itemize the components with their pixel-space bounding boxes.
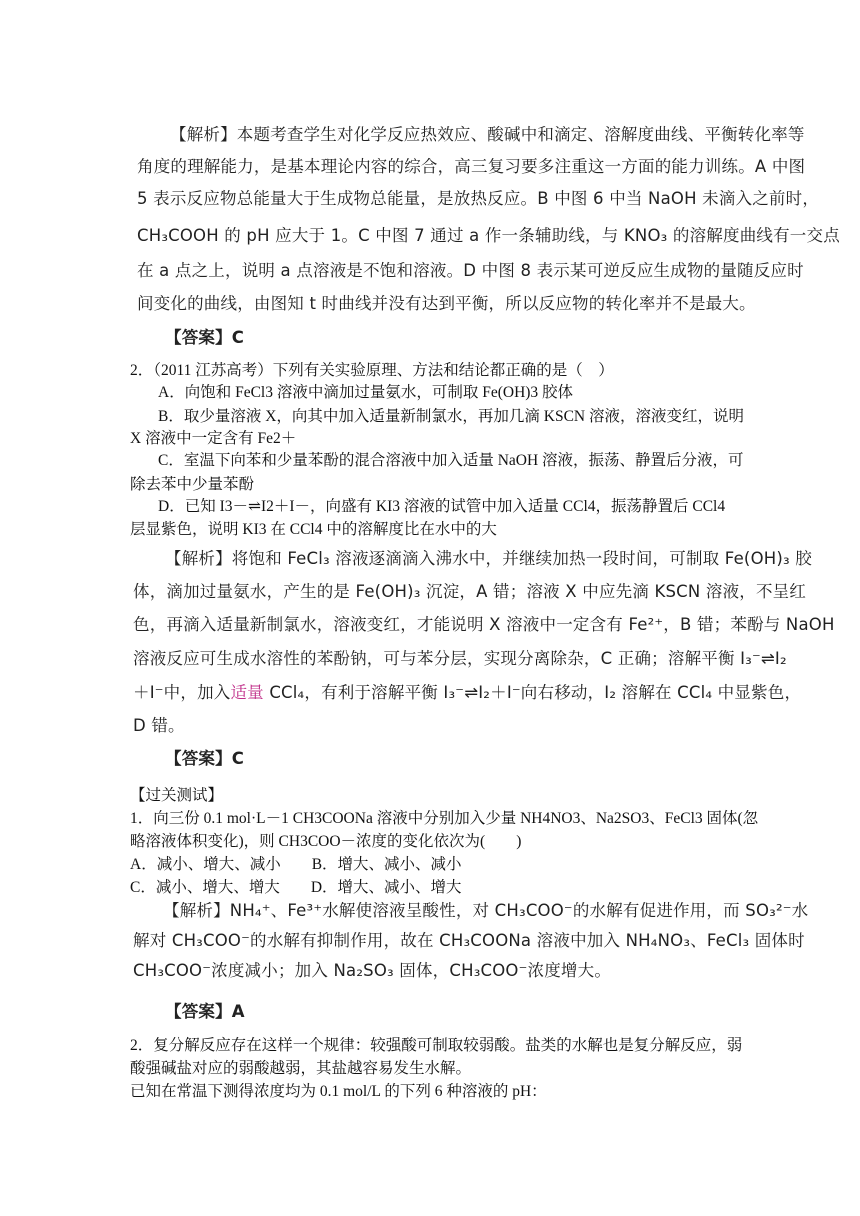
question-stem: 2．（2011 江苏高考）下列有关实验原理、方法和结论都正确的是（ ） [130,362,614,379]
answer-label: 【答案】C [165,328,245,347]
analysis-line: CH₃COO⁻浓度减小；加入 Na₂SO₃ 固体，CH₃COO⁻浓度增大。 [133,961,612,980]
option-a: A．向饱和 FeCl3 溶液中滴加过量氨水，可制取 Fe(OH)3 胶体 [158,384,574,401]
option-c: C．室温下向苯和少量苯酚的混合溶液中加入适量 NaOH 溶液，振荡、静置后分液，可 [158,452,744,469]
analysis-line: 色，再滴入适量新制氯水，溶液变红，才能说明 X 溶液中一定含有 Fe²⁺，B 错；苯酚与 NaOH [133,615,835,634]
analysis-line-mixed [133,679,801,703]
analysis-line: 在 a 点之上，说明 a 点溶液是不饱和溶液。D 中图 8 表示某可逆反应生成物的量随反应时 [137,261,804,280]
analysis-line: 溶液反应可生成水溶性的苯酚钠，可与苯分层，实现分离除杂，C 正确；溶解平衡 I₃⁻⇌I₂ [133,649,787,668]
question-stem-cont: 酸强碱盐对应的弱酸越弱，其盐越容易发生水解。 [130,1060,472,1077]
section-title: 【过关测试】 [130,787,224,804]
question-stem-cont: 已知在常温下测得浓度均为 0.1 mol/L 的下列 6 种溶液的 pH： [130,1083,547,1100]
question-stem: 1．向三份 0.1 mol·L－1 CH3COONa 溶液中分别加入少量 NH4NO3、Na2SO3、FeCl3 固体(忽 [130,810,759,827]
analysis-line: D 错。 [133,716,185,735]
analysis-line: 5 表示反应物总能量大于生成物总能量，是放热反应。B 中图 6 中当 NaOH 未滴入之前时， [137,189,820,208]
analysis-line: 间变化的曲线，由图知 t 时曲线并没有达到平衡，所以反应物的转化率并不是最大。 [137,294,756,313]
option-d-cont: 层显紫色，说明 KI3 在 CCl4 中的溶解度比在水中的大 [130,521,497,538]
analysis-text: CCl₄，有利于溶解平衡 I₃⁻⇌I₂＋I⁻向右移动，I₂ 溶解在 CCl₄ 中显紫色， [263,683,802,702]
analysis-line: 体，滴加过量氨水，产生的是 Fe(OH)₃ 沉淀，A 错；溶液 X 中应先滴 KSCN 溶液，不呈红 [133,582,807,601]
answer-label: 【答案】A [165,1002,245,1021]
question-stem-cont: 略溶液体积变化)，则 CH3COO－浓度的变化依次为( ) [130,833,522,850]
highlighted-text: 适量 [230,683,264,702]
options-row: C．减小、增大、增大 D．增大、减小、增大 [130,879,462,896]
analysis-line: 【解析】NH₄⁺、Fe³⁺水解使溶液呈酸性，对 CH₃COO⁻的水解有促进作用，而 SO₃²⁻水 [163,901,809,920]
answer-label: 【答案】C [165,749,245,768]
option-b: B．取少量溶液 X，向其中加入适量新制氯水，再加几滴 KSCN 溶液，溶液变红，说明 [158,408,745,425]
analysis-line: 【解析】将饱和 FeCl₃ 溶液逐滴滴入沸水中，并继续加热一段时间，可制取 Fe(OH)₃ 胶 [165,549,812,568]
option-d: D．已知 I3－⇌I2＋I－，向盛有 KI3 溶液的试管中加入适量 CCl4，振荡静置后 CCl4 [158,498,726,515]
option-b-cont: X 溶液中一定含有 Fe2＋ [130,430,297,447]
analysis-line: 角度的理解能力，是基本理论内容的综合，高三复习要多注重这一方面的能力训练。A 中图 [137,157,806,176]
analysis-line: 【解析】本题考查学生对化学反应热效应、酸碱中和滴定、溶解度曲线、平衡转化率等 [170,125,805,144]
analysis-text: ＋I⁻中，加入 [133,683,231,702]
analysis-line: CH₃COOH 的 pH 应大于 1。C 中图 7 通过 a 作一条辅助线，与 KNO₃ 的溶解度曲线有一交点 [137,226,840,245]
option-c-cont: 除去苯中少量苯酚 [130,476,255,493]
analysis-line: 解对 CH₃COO⁻的水解有抑制作用，故在 CH₃COONa 溶液中加入 NH₄NO₃、FeCl₃ 固体时 [133,931,805,950]
question-stem: 2．复分解反应存在这样一个规律：较强酸可制取较弱酸。盐类的水解也是复分解反应，弱 [130,1037,743,1054]
options-row: A．减小、增大、减小 B．增大、减小、减小 [130,856,462,873]
